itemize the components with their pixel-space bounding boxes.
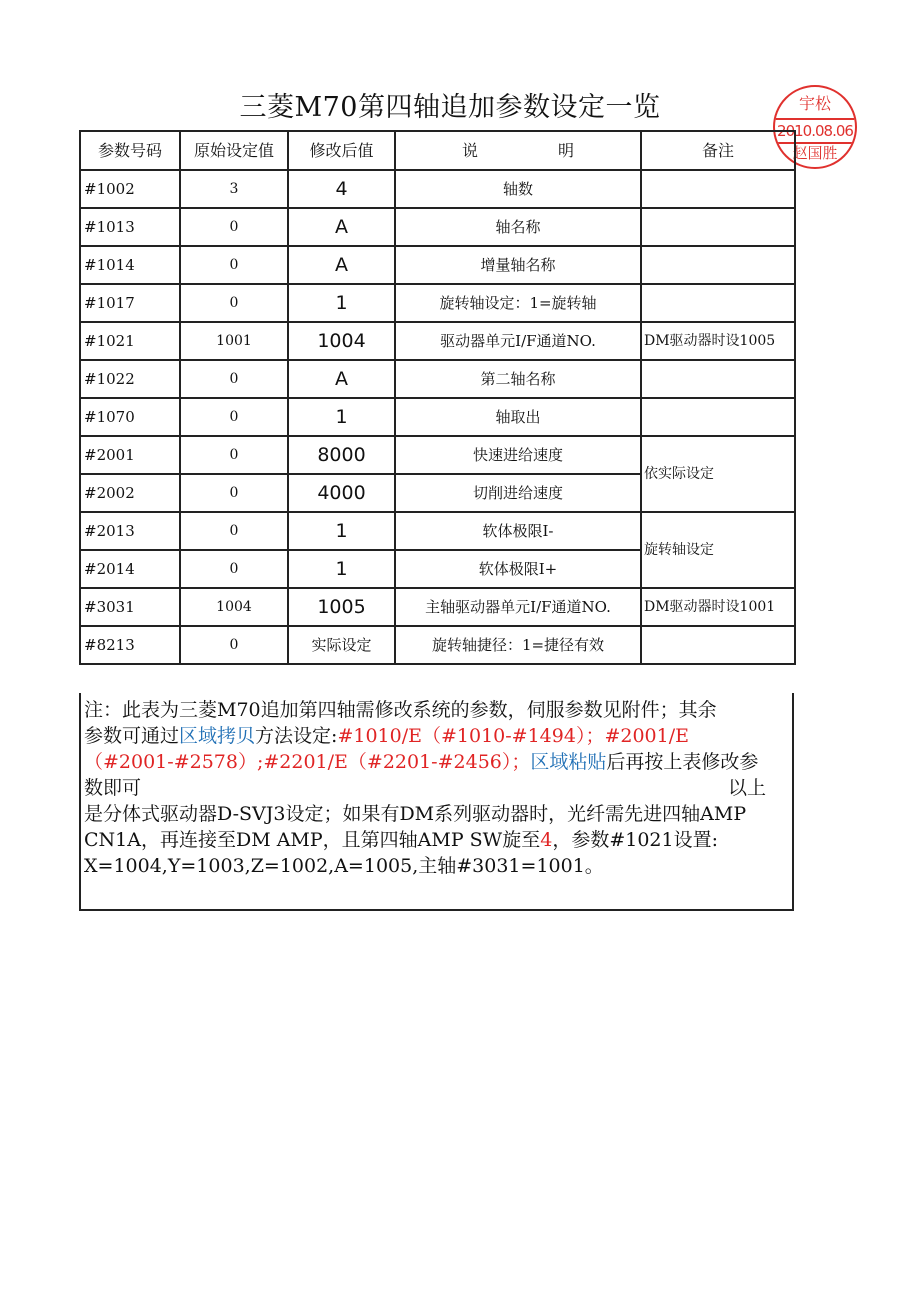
param-code: #1021 <box>80 322 180 360</box>
remark <box>641 208 795 246</box>
original-value: 3 <box>180 170 288 208</box>
note-text: 参数可通过 <box>84 725 180 747</box>
description: 增量轴名称 <box>395 246 641 284</box>
original-value: 0 <box>180 550 288 588</box>
param-code: #2001 <box>80 436 180 474</box>
table-row <box>80 512 795 550</box>
new-value: 8000 <box>288 436 395 474</box>
remark: DM驱动器时设1005 <box>641 322 795 360</box>
param-code: #1070 <box>80 398 180 436</box>
original-value: 1004 <box>180 588 288 626</box>
new-value: 4 <box>288 170 395 208</box>
page-title: 三菱M70第四轴追加参数设定一览 <box>239 92 661 123</box>
note-text: CN1A，再连接至DM AMP，且第四轴AMP SW旋至 <box>84 829 541 851</box>
description: 第二轴名称 <box>395 360 641 398</box>
table-row <box>80 360 795 398</box>
description: 主轴驱动器单元I/F通道NO. <box>395 588 641 626</box>
stamp-name: 赵国胜 <box>792 144 838 162</box>
description: 轴名称 <box>395 208 641 246</box>
description: 轴取出 <box>395 398 641 436</box>
original-value: 0 <box>180 626 288 664</box>
remark: DM驱动器时设1001 <box>641 588 795 626</box>
new-value: A <box>288 360 395 398</box>
param-code: #1017 <box>80 284 180 322</box>
description: 轴数 <box>395 170 641 208</box>
original-value: 0 <box>180 398 288 436</box>
table-row <box>80 208 795 246</box>
header-new-value: 修改后值 <box>288 131 395 170</box>
table-row <box>80 170 795 208</box>
note-line-6 <box>84 827 718 853</box>
note-line-5: 是分体式驱动器D-SVJ3设定；如果有DM系列驱动器时，光纤需先进四轴AMP <box>84 803 747 825</box>
table-row <box>80 398 795 436</box>
description: 软体极限I+ <box>395 550 641 588</box>
description: 驱动器单元I/F通道NO. <box>395 322 641 360</box>
param-code: #2013 <box>80 512 180 550</box>
table-row <box>80 322 795 360</box>
remark <box>641 284 795 322</box>
note-section <box>79 693 794 911</box>
note-text: 方法设定: <box>255 725 338 747</box>
original-value: 0 <box>180 246 288 284</box>
description: 切削进给速度 <box>395 474 641 512</box>
table-row <box>80 284 795 322</box>
table-row <box>80 436 795 474</box>
new-value: A <box>288 246 395 284</box>
remark: 旋转轴设定 <box>641 512 795 588</box>
new-value: 1 <box>288 398 395 436</box>
param-code: #3031 <box>80 588 180 626</box>
new-value: 1 <box>288 284 395 322</box>
param-code: #2002 <box>80 474 180 512</box>
description: 旋转轴设定：1=旋转轴 <box>395 284 641 322</box>
remark <box>641 626 795 664</box>
original-value: 0 <box>180 360 288 398</box>
table-row <box>80 588 795 626</box>
new-value: 1 <box>288 550 395 588</box>
original-value: 0 <box>180 474 288 512</box>
original-value: 0 <box>180 208 288 246</box>
original-value: 0 <box>180 284 288 322</box>
header-original-value: 原始设定值 <box>180 131 288 170</box>
note-line-4-right: 以上 <box>728 777 767 799</box>
remark <box>641 360 795 398</box>
note-line-1: 注：此表为三菱M70追加第四轴需修改系统的参数，伺服参数见附件；其余 <box>84 699 717 721</box>
param-code: #1022 <box>80 360 180 398</box>
param-range-highlight: （#2001-#2578）;#2201/E（#2201-#2456）； <box>84 751 531 773</box>
area-paste-link: 区域粘贴 <box>530 751 607 773</box>
new-value: 4000 <box>288 474 395 512</box>
note-line-3 <box>84 749 758 775</box>
param-code: #1002 <box>80 170 180 208</box>
note-line-7: X=1004,Y=1003,Z=1002,A=1005,主轴#3031=1001。 <box>84 855 604 877</box>
new-value: 1004 <box>288 322 395 360</box>
new-value: 1005 <box>288 588 395 626</box>
remark <box>641 246 795 284</box>
header-param-code: 参数号码 <box>80 131 180 170</box>
description: 软体极限I- <box>395 512 641 550</box>
param-code: #2014 <box>80 550 180 588</box>
stamp-date: 2010.08.06 <box>775 118 855 144</box>
original-value: 1001 <box>180 322 288 360</box>
note-line-2 <box>84 723 689 749</box>
table-header-row <box>80 131 795 170</box>
description: 旋转轴捷径：1=捷径有效 <box>395 626 641 664</box>
param-range-highlight: #1010/E（#1010-#1494）；#2001/E <box>337 725 689 747</box>
remark: 依实际设定 <box>641 436 795 512</box>
remark <box>641 170 795 208</box>
note-text: 后再按上表修改参 <box>606 751 759 773</box>
description: 快速进给速度 <box>395 436 641 474</box>
stamp-company: 宇松 <box>798 94 831 113</box>
new-value: 1 <box>288 512 395 550</box>
new-value: A <box>288 208 395 246</box>
param-code: #8213 <box>80 626 180 664</box>
param-code: #1014 <box>80 246 180 284</box>
original-value: 0 <box>180 436 288 474</box>
table-row <box>80 246 795 284</box>
header-description: 说 明 <box>395 131 641 170</box>
header-remark: 备注 <box>641 131 795 170</box>
param-code: #1013 <box>80 208 180 246</box>
new-value: 实际设定 <box>288 626 395 664</box>
parameter-table <box>79 130 796 665</box>
note-line-4: 数即可 <box>84 777 142 799</box>
area-copy-link: 区域拷贝 <box>179 725 256 747</box>
table-row <box>80 626 795 664</box>
switch-value-highlight: 4 <box>540 829 553 851</box>
note-text: ，参数#1021设置: <box>552 829 718 851</box>
remark <box>641 398 795 436</box>
original-value: 0 <box>180 512 288 550</box>
